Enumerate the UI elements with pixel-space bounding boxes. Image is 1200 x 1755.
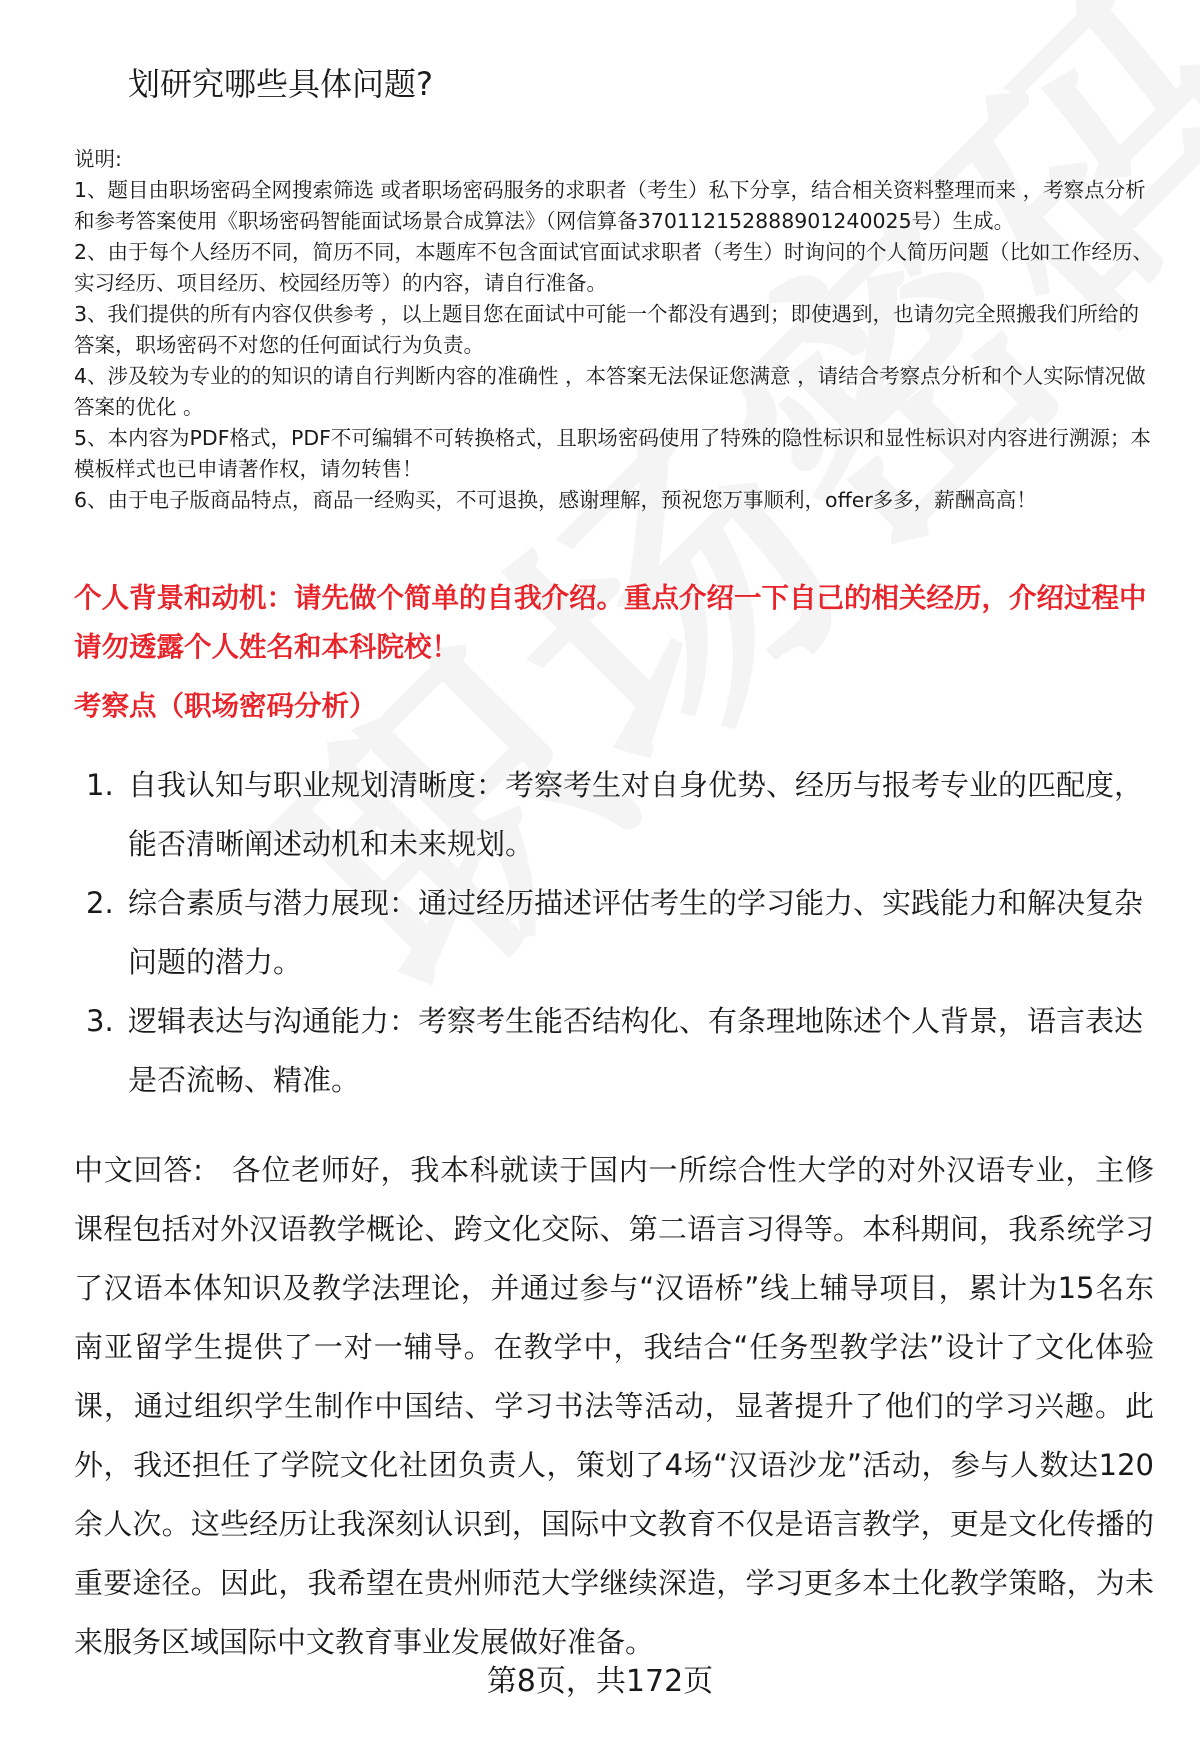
analysis-point — [74, 756, 1154, 874]
page-number: 第8页，共172页 — [486, 1664, 714, 1699]
analysis-points-list — [74, 756, 1154, 1110]
point-number: 1. — [86, 768, 114, 802]
note-item: 4、涉及较为专业的的知识的请自行判断内容的准确性 ，本答案无法保证您满意 ，请结合考察点分析和个人实际情况做答案的优化 。 — [74, 364, 1146, 419]
point-number: 3. — [86, 1004, 114, 1038]
note-item: 5、本内容为PDF格式，PDF不可编辑不可转换格式，且职场密码使用了特殊的隐性标识和显性标识对内容进行溯源；本模板样式也已申请著作权，请勿转售！ — [74, 426, 1151, 481]
note-item: 3、我们提供的所有内容仅供参考 ，以上题目您在面试中可能一个都没有遇到；即使遇到，也请勿完全照搬我们所给的答案，职场密码不对您的任何面试行为负责。 — [74, 302, 1140, 357]
answer-text: 各位老师好，我本科就读于国内一所综合性大学的对外汉语专业，主修课程包括对外汉语教学概论、跨文化交际、第二语言习得等。本科期间，我系统学习了汉语本体知识及教学法理论，并通过参与“汉语桥”线上辅导项目，累计为15名东南亚留学生提供了一对一辅导。在教学中，我结合“任务型教学法”设计了文化体验课，通过组织学生制作中国结、学习书法等活动，显著提升了他们的学习兴趣。此外，我还担任了学院文化社团负责人，策划了4场“汉语沙龙”活动，参与人数达120余人次。这些经历让我深刻认识到，国际中文教育不仅是语言教学，更是文化传播的重要途径。因此，我希望在贵州师范大学继续深造，学习更多本土化教学策略，为未来服务区域国际中文教育事业发展做好准备。 — [74, 1153, 1154, 1659]
question-heading: 个人背景和动机：请先做个简单的自我介绍。重点介绍一下自己的相关经历，介绍过程中请勿透露个人姓名和本科院校！ — [74, 582, 1147, 663]
analysis-point — [74, 992, 1154, 1110]
answer-section — [74, 1141, 1154, 1672]
point-text: 自我认知与职业规划清晰度：考察考生对自身优势、经历与报考专业的匹配度，能否清晰阐述动机和未来规划。 — [128, 768, 1144, 861]
answer-label: 中文回答: — [74, 1153, 203, 1187]
point-text: 逻辑表达与沟通能力：考察考生能否结构化、有条理地陈述个人背景，语言表达是否流畅、精准。 — [128, 1004, 1144, 1097]
previous-question-fragment: 划研究哪些具体问题? — [128, 65, 433, 103]
analysis-point — [74, 874, 1154, 992]
notes-title: 说明: — [74, 147, 122, 171]
note-item: 2、由于每个人经历不同，简历不同，本题库不包含面试官面试求职者（考生）时询问的个人简历问题（比如工作经历、实习经历、项目经历、校园经历等）的内容，请自行准备。 — [74, 240, 1154, 295]
notes-section — [74, 144, 1154, 516]
note-item: 6、由于电子版商品特点，商品一经购买，不可退换，感谢理解，预祝您万事顺利，offer多多，薪酬高高！ — [74, 488, 1037, 512]
point-text: 综合素质与潜力展现：通过经历描述评估考生的学习能力、实践能力和解决复杂问题的潜力。 — [128, 886, 1144, 979]
note-item: 1、题目由职场密码全网搜索筛选 或者职场密码服务的求职者（考生）私下分享，结合相关资料整理而来 ，考察点分析和参考答案使用《职场密码智能面试场景合成算法》（网信算备370112152888901240025号）生成。 — [74, 178, 1146, 233]
point-number: 2. — [86, 886, 114, 920]
analysis-heading: 考察点（职场密码分析） — [74, 690, 377, 722]
